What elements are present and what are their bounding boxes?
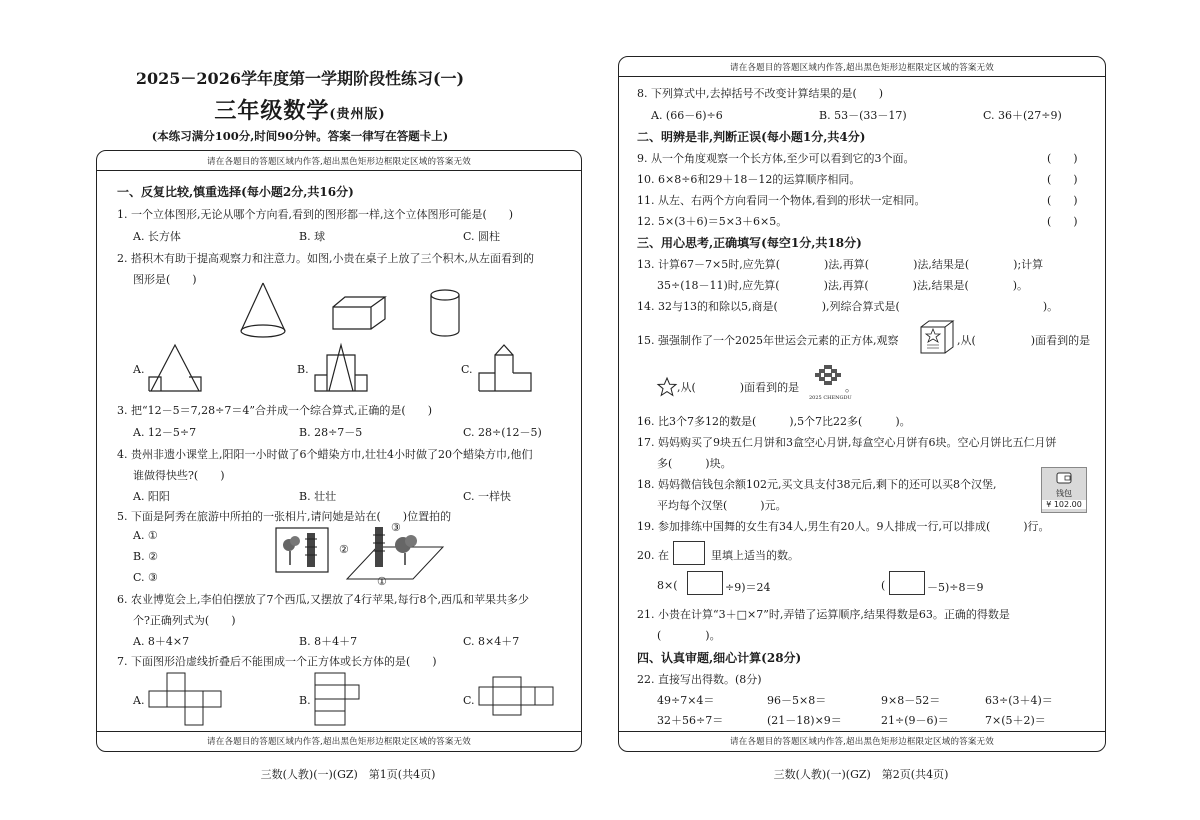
- q22-item: 63÷(3＋4)＝: [985, 694, 1053, 707]
- question-19: 19. 参加排练中国舞的女生有34人,男生有20人。9人排成一行,可以排成( )行。: [637, 520, 1050, 533]
- edition-label: (贵州版): [329, 107, 386, 122]
- q2-option-a[interactable]: A.: [133, 363, 145, 376]
- q22-item: 9×8－52＝: [881, 694, 941, 707]
- position-marker-2: ②: [339, 543, 349, 556]
- answer-area-box: [618, 56, 1106, 752]
- question-15-line1a: 15. 强强制作了一个2025年世运会元素的正方体,观察: [637, 334, 899, 347]
- question-18-line1: 18. 妈妈微信钱包余额102元,买文具支付38元后,剩下的还可以买8个汉堡,: [637, 478, 997, 491]
- q7-option-c[interactable]: C.: [463, 694, 475, 707]
- star-icon: [657, 377, 677, 397]
- wallet-label: 钱包: [1056, 489, 1072, 498]
- question-4-line1: 4. 贵州非遗小课堂上,阳阳一小时做了6个蜡染方巾,壮壮4小时做了20个蜡染方巾,他们: [117, 448, 533, 461]
- warning-bottom: 请在各题目的答题区域内作答,超出黑色矩形边框限定区域的答案无效: [730, 737, 994, 747]
- q2-option-c[interactable]: C.: [461, 363, 473, 376]
- question-4-line2: 谁做得快些?( ): [133, 469, 225, 482]
- question-8: 8. 下列算式中,去掉括号不改变计算结果的是( ): [637, 87, 884, 100]
- section-3-heading: 三、用心思考,正确填写(每空1分,共18分): [637, 236, 862, 250]
- question-2-line2: 图形是( ): [133, 273, 197, 286]
- position-marker-1: ①: [377, 575, 387, 588]
- cone-block-figure: [233, 281, 293, 341]
- exam-title: 2025－2026学年度第一学期阶段性练习(一): [135, 69, 465, 88]
- warning-bottom: 请在各题目的答题区域内作答,超出黑色矩形边框限定区域的答案无效: [207, 737, 471, 747]
- exam-note: (本练习满分100分,时间90分钟。答案一律写在答题卡上): [151, 129, 449, 143]
- q2-option-b[interactable]: B.: [297, 363, 309, 376]
- page-footer: 三数(人教)(一)(GZ) 第2页(共4页): [773, 768, 949, 781]
- q5-option-c[interactable]: C. ③: [133, 571, 158, 584]
- q8-option-c[interactable]: C. 36＋(27÷9): [983, 109, 1062, 122]
- wallet-amount: ¥ 102.00: [1042, 500, 1086, 509]
- q1-option-b[interactable]: B. 球: [299, 230, 326, 243]
- question-11: 11. 从左、右两个方向看同一个物体,看到的形状一定相同。: [637, 194, 926, 207]
- q20-eq2-right: －5)÷8＝9: [927, 581, 984, 594]
- q7-option-c-net: [477, 675, 555, 719]
- q5-option-a[interactable]: A. ①: [133, 529, 158, 542]
- cylinder-block-figure: [427, 289, 467, 339]
- question-13-line1: 13. 计算67－7×5时,应先算( )法,再算( )法,结果是( );计算: [637, 258, 1044, 271]
- question-6-line2: 个?正确列式为( ): [133, 614, 236, 627]
- warning-top: 请在各题目的答题区域内作答,超出黑色矩形边框限定区域的答案无效: [207, 157, 471, 167]
- question-21-line1: 21. 小贵在计算“3＋□×7”时,弄错了运算顺序,结果得数是63。正确的得数是: [637, 608, 1010, 621]
- subject-title: [0, 94, 600, 125]
- q8-option-a[interactable]: A. (66－6)÷6: [651, 109, 723, 122]
- question-15-line1b: ,从( )面看到的是: [957, 334, 1091, 347]
- question-22: 22. 直接写出得数。(8分): [637, 673, 762, 686]
- q20-sample-box: [673, 541, 705, 565]
- q20-eq2-left: (: [881, 579, 886, 592]
- section-2-heading: 二、明辨是非,判断正误(每小题1分,共4分): [637, 130, 866, 144]
- q3-option-c[interactable]: C. 28÷(12－5): [463, 426, 542, 439]
- q2-option-b-figure: [313, 343, 369, 393]
- q7-option-b[interactable]: B.: [299, 694, 311, 707]
- q6-option-a[interactable]: A. 8＋4×7: [133, 635, 190, 648]
- question-18-line2: 平均每个汉堡( )元。: [657, 499, 787, 512]
- q6-option-b[interactable]: B. 8＋4＋7: [299, 635, 358, 648]
- q2-option-c-figure: [477, 343, 533, 393]
- divider: [619, 76, 1105, 77]
- q22-item: 49÷7×4＝: [657, 694, 715, 707]
- question-3: 3. 把“12－5＝7,28÷7＝4”合并成一个综合算式,正确的是( ): [117, 404, 433, 417]
- q9-answer-paren[interactable]: ( ): [1047, 152, 1078, 165]
- section-1-heading: 一、反复比较,慎重选择(每小题2分,共16分): [117, 185, 354, 199]
- question-1: 1. 一个立体图形,无论从哪个方向看,看到的图形都一样,这个立体图形可能是( ): [117, 208, 514, 221]
- question-12: 12. 5×(3＋6)＝5×3＋6×5。: [637, 215, 788, 228]
- question-7: 7. 下面图形沿虚线折叠后不能围成一个正方体或长方体的是( ): [117, 655, 437, 668]
- position-marker-3: ③: [391, 521, 401, 534]
- section-4-heading: 四、认真审题,细心计算(28分): [637, 651, 802, 665]
- divider: [619, 731, 1105, 732]
- question-13-line2: 35÷(18－11)时,应先算( )法,再算( )法,结果是( )。: [657, 279, 1029, 292]
- q20-eq1-left: 8×(: [657, 579, 678, 592]
- q20-eq1-right: ÷9)＝24: [725, 581, 771, 594]
- q12-answer-paren[interactable]: ( ): [1047, 215, 1078, 228]
- question-15-line2b: 。: [845, 381, 856, 394]
- games-logo-text: 2025 CHENGDU: [809, 395, 852, 401]
- divider: [97, 731, 581, 732]
- question-21-line2: ( )。: [657, 629, 721, 642]
- exam-page-2: [600, 0, 1200, 820]
- q22-item: 21÷(9－6)＝: [881, 714, 949, 727]
- q3-option-a[interactable]: A. 12－5÷7: [133, 426, 197, 439]
- cuboid-block-figure: [331, 293, 391, 333]
- question-17-line1: 17. 妈妈购买了9块五仁月饼和3盒空心月饼,每盒空心月饼有6块。空心月饼比五仁月饼: [637, 436, 1057, 449]
- question-2-line1: 2. 搭积木有助于提高观察力和注意力。如图,小贵在桌子上放了三个积木,从左面看到的: [117, 252, 534, 265]
- question-15-line2a: ,从( )面看到的是: [677, 381, 800, 394]
- q22-item: 7×(5＋2)＝: [985, 714, 1046, 727]
- q4-option-c[interactable]: C. 一样快: [463, 490, 512, 503]
- subject-name: 三年级数学: [214, 98, 330, 124]
- question-9: 9. 从一个角度观察一个长方体,至少可以看到它的3个面。: [637, 152, 915, 165]
- q2-option-a-figure: [147, 343, 203, 393]
- games-logo-figure: [811, 363, 845, 397]
- wallet-icon: [1056, 472, 1072, 484]
- question-20-prefix: 20. 在: [637, 549, 669, 562]
- photo-figure: [275, 527, 329, 573]
- question-20-suffix: 里填上适当的数。: [711, 549, 799, 562]
- question-17-line2: 多( )块。: [657, 457, 732, 470]
- logo-cube-figure: [917, 319, 957, 357]
- q7-option-a[interactable]: A.: [133, 694, 145, 707]
- q11-answer-paren[interactable]: ( ): [1047, 194, 1078, 207]
- q20-eq1-answer-box[interactable]: [687, 571, 723, 595]
- q4-option-a[interactable]: A. 阳阳: [133, 490, 170, 503]
- q3-option-b[interactable]: B. 28÷7－5: [299, 426, 363, 439]
- page-footer: 三数(人教)(一)(GZ) 第1页(共4页): [260, 768, 436, 781]
- q4-option-b[interactable]: B. 壮壮: [299, 490, 337, 503]
- q5-option-b[interactable]: B. ②: [133, 550, 158, 563]
- question-6-line1: 6. 农业博览会上,李伯伯摆放了7个西瓜,又摆放了4行苹果,每行8个,西瓜和苹果共多少: [117, 593, 529, 606]
- q22-item: 32＋56÷7＝: [657, 714, 724, 727]
- question-10: 10. 6×8÷6和29＋18－12的运算顺序相同。: [637, 173, 861, 186]
- q1-option-a[interactable]: A. 长方体: [133, 230, 181, 243]
- question-16: 16. 比3个7多12的数是( ),5个7比22多( )。: [637, 415, 911, 428]
- q10-answer-paren[interactable]: ( ): [1047, 173, 1078, 186]
- q1-option-c[interactable]: C. 圆柱: [463, 230, 501, 243]
- q8-option-b[interactable]: B. 53－(33－17): [819, 109, 907, 122]
- q20-eq2-answer-box[interactable]: [889, 571, 925, 595]
- answer-area-box: [96, 150, 582, 752]
- q7-option-a-net: [147, 671, 227, 727]
- wallet-card: [1041, 467, 1087, 513]
- question-14: 14. 32与13的和除以5,商是( ),列综合算式是( )。: [637, 300, 1059, 313]
- q7-option-b-net: [313, 671, 377, 727]
- divider: [97, 170, 581, 171]
- q22-item: 96－5×8＝: [767, 694, 827, 707]
- q6-option-c[interactable]: C. 8×4＋7: [463, 635, 520, 648]
- question-5: 5. 下面是阿秀在旅游中所拍的一张相片,请问她是站在( )位置拍的: [117, 510, 452, 523]
- q22-item: (21－18)×9＝: [767, 714, 842, 727]
- warning-top: 请在各题目的答题区域内作答,超出黑色矩形边框限定区域的答案无效: [730, 63, 994, 73]
